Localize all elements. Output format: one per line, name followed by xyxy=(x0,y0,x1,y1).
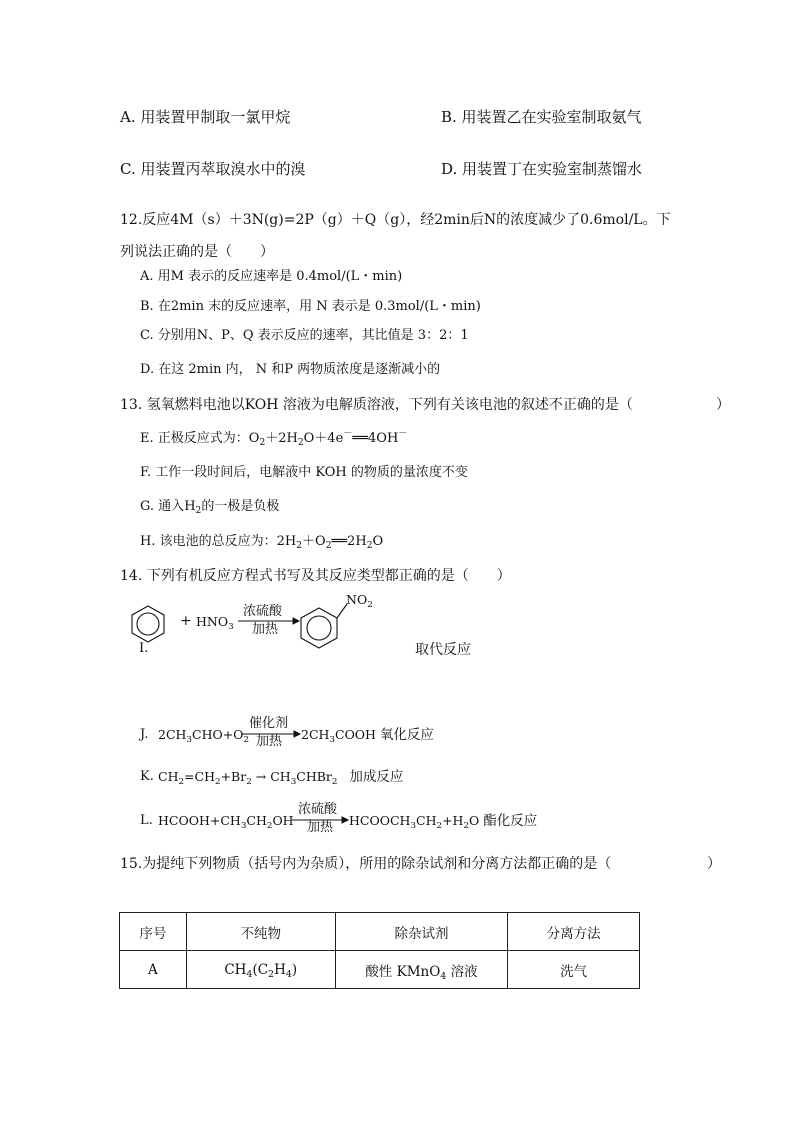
header-cell: 分离方法 xyxy=(508,913,640,951)
purification-table xyxy=(119,912,640,989)
q12-stem-line2: 列说法正确的是（ ） xyxy=(120,244,274,260)
impure-substance-cell: $CH_4(C_2H_4)$ xyxy=(186,951,335,989)
method-cell: 洗气 xyxy=(508,951,640,989)
reagent-cell: 酸性 KMnO$_4$ 溶液 xyxy=(335,951,508,989)
reaction-i-reagent: $HNO_3$ xyxy=(196,614,234,632)
q11-option-a: A. 用装置甲制取一氯甲烷 xyxy=(120,108,291,126)
q13-option-f: F. 工作一段时间后，电解液中 KOH 的物质的量浓度不变 xyxy=(140,465,468,480)
q11-option-d: D. 用装置丁在实验室制蒸馏水 xyxy=(441,160,643,178)
reaction-j-products: $2CH_3COOH$ 氧化反应 xyxy=(301,727,434,745)
reaction-i-substituent: $NO_2$ xyxy=(346,592,373,610)
q13-stem-close: ） xyxy=(716,397,730,413)
q15-stem: 15.为提纯下列物质（括号内为杂质），所用的除杂试剂和分离方法都正确的是（ xyxy=(120,856,612,872)
reaction-i-label: I. xyxy=(139,641,149,656)
q12-option-c: C. 分别用N、P、Q 表示反应的速率，其比值是 3：2：1 xyxy=(140,328,469,343)
nitrobenzene-ring-icon xyxy=(301,604,347,648)
header-cell: 除杂试剂 xyxy=(335,913,508,951)
reaction-i-type: 取代反应 xyxy=(415,642,471,658)
benzene-ring-icon xyxy=(132,606,164,642)
reaction-l-condition-bottom: 加热 xyxy=(307,820,334,835)
reaction-i-condition-top: 浓硫酸 xyxy=(243,604,283,619)
q13-option-h: H. 该电池的总反应为：$2H_2+O_2══2H_2O$ xyxy=(140,534,384,551)
reaction-j-condition-bottom: 加热 xyxy=(256,734,283,749)
reaction-j-condition-top: 催化剂 xyxy=(249,716,289,731)
reaction-l-condition-top: 浓硫酸 xyxy=(298,802,338,817)
reaction-k-equation: $CH_2=CH_2+Br_2$ → $CH_3CHBr_2$ 加成反应 xyxy=(158,769,404,787)
q11-option-c: C. 用装置丙萃取溴水中的溴 xyxy=(120,160,306,178)
header-cell: 不纯物 xyxy=(186,913,335,951)
reaction-i-condition-bottom: 加热 xyxy=(252,622,279,637)
header-cell: 序号 xyxy=(120,913,187,951)
table-header-row xyxy=(120,913,640,951)
reaction-k-label: K. xyxy=(140,769,154,784)
table-row xyxy=(120,951,640,989)
q15-stem-close: ） xyxy=(707,856,721,872)
q14-stem: 14. 下列有机反应方程式书写及其反应类型都正确的是（ ） xyxy=(120,568,511,584)
q12-stem-line1: 12.反应4M（s）＋3N(g)=2P（g）＋Q（g），经2min后N的浓度减少了0.6mol/L。下 xyxy=(120,212,671,228)
q12-option-d: D. 在这 2min 内， N 和P 两物质浓度是逐渐减小的 xyxy=(140,362,441,377)
reaction-l-products: $HCOOCH_3CH_2+H_2O$ 酯化反应 xyxy=(349,813,538,831)
reaction-j-reactants: $2CH_3CHO+O_2$ xyxy=(158,727,250,745)
reaction-i-plus: + xyxy=(180,613,192,629)
q13-option-g: G. 通入$H_2$的一极是负极 xyxy=(140,499,280,516)
q13-option-e: E. 正极反应式为：$O_2+2H_2O+4e^-══4OH^-$ xyxy=(140,429,408,448)
reaction-l-reactants: $HCOOH+CH_3CH_2OH$ xyxy=(158,813,294,831)
reaction-l-label: L. xyxy=(140,813,153,828)
q12-option-a: A. 用M 表示的反应速率是 0.4mol/(L・min) xyxy=(140,269,403,284)
row-id-cell: A xyxy=(120,951,187,989)
q12-option-b: B. 在2min 末的反应速率，用 N 表示是 0.3mol/(L・min) xyxy=(140,299,481,314)
q11-option-b: B. 用装置乙在实验室制取氨气 xyxy=(441,108,642,126)
q13-stem: 13. 氢氧燃料电池以KOH 溶液为电解质溶液，下列有关该电池的叙述不正确的是（ xyxy=(120,397,633,413)
reaction-j-label: J. xyxy=(140,727,149,742)
